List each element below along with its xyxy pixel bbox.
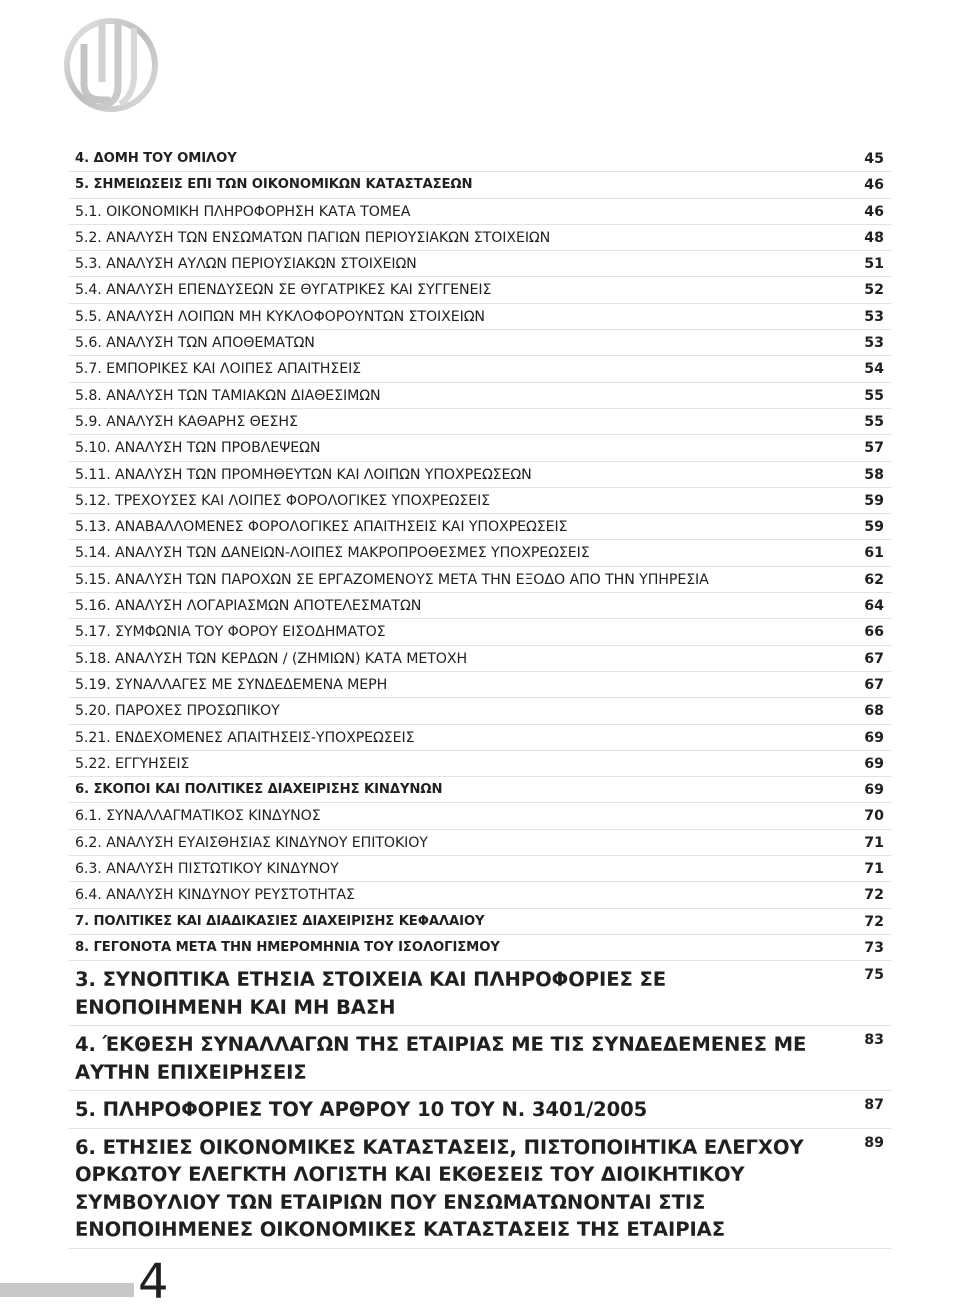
toc-entry-page: 66 xyxy=(864,624,884,641)
toc-major-entry[interactable] xyxy=(68,1026,892,1091)
toc-entry[interactable] xyxy=(68,909,892,935)
footer-bar xyxy=(0,1283,134,1297)
toc-entry-page: 48 xyxy=(864,229,884,246)
toc-major-entry[interactable] xyxy=(68,1091,892,1129)
toc-entry-title: 7. ΠΟΛΙΤΙΚΕΣ ΚΑΙ ΔΙΑΔΙΚΑΣΙΕΣ ΔΙΑΧΕΙΡΙΣΗΣ ΚΕΦΑΛΑΙΟΥ xyxy=(75,913,485,929)
toc-entry[interactable] xyxy=(68,199,892,225)
toc-entry[interactable] xyxy=(68,882,892,908)
toc-major-entry[interactable] xyxy=(68,961,892,1026)
toc-entry-title: 5.19. ΣΥΝΑΛΛΑΓΕΣ ΜΕ ΣΥΝΔΕΔΕΜΕΝΑ ΜΕΡΗ xyxy=(75,676,388,693)
toc-entry[interactable] xyxy=(68,356,892,382)
toc-entry[interactable] xyxy=(68,593,892,619)
toc-entry[interactable] xyxy=(68,514,892,540)
toc-entry-page: 72 xyxy=(864,887,884,904)
toc-major-entry-title: 6. ΕΤΗΣΙΕΣ ΟΙΚΟΝΟΜΙΚΕΣ ΚΑΤΑΣΤΑΣΕΙΣ, ΠΙΣΤΟΠΟΙΗΤΙΚΑ ΕΛΕΓΧΟΥ ΟΡΚΩΤΟΥ ΕΛΕΓΚΤΗ ΛΟΓΙΣΤΗ ΚΑΙ ΕΚΘΕΣΕΙΣ ΤΟΥ ΔΙΟΙΚΗΤΙΚΟΥ ΣΥΜΒΟΥΛΙΟΥ ΤΩΝ ΕΤΑΙΡΙΩΝ ΠΟΥ ΕΝΣΩΜΑΤΩΝΟΝΤΑΙ ΣΤΙΣ ΕΝΟΠΟΙΗΜΕΝΕΣ ΟΙΚΟΝΟΜΙΚΕΣ ΚΑΤΑΣΤΑΣΕΙΣ ΤΗΣ ΕΤΑΙΡΙΑΣ xyxy=(75,1135,804,1242)
toc-entry-title: 6.1. ΣΥΝΑΛΛΑΓΜΑΤΙΚΟΣ ΚΙΝΔΥΝΟΣ xyxy=(75,808,321,825)
toc-entry-page: 53 xyxy=(864,335,884,352)
toc-major-entry-title: 3. ΣΥΝΟΠΤΙΚΑ ΕΤΗΣΙΑ ΣΤΟΙΧΕΙΑ ΚΑΙ ΠΛΗΡΟΦΟΡΙΕΣ ΣΕ ΕΝΟΠΟΙΗΜΕΝΗ ΚΑΙ ΜΗ ΒΑΣΗ xyxy=(75,968,667,1019)
company-logo-icon xyxy=(62,14,160,114)
toc-major-entry-page: 83 xyxy=(864,1032,884,1049)
toc-entry[interactable] xyxy=(68,856,892,882)
toc-entry-page: 51 xyxy=(864,256,884,273)
toc-entry[interactable] xyxy=(68,777,892,803)
toc-entry-page: 46 xyxy=(864,203,884,220)
toc-entry-page: 52 xyxy=(864,282,884,299)
toc-entry-title: 6.4. ΑΝΑΛΥΣΗ ΚΙΝΔΥΝΟΥ ΡΕΥΣΤΟΤΗΤΑΣ xyxy=(75,887,355,904)
toc-entry-title: 5.3. ΑΝΑΛΥΣΗ ΑΥΛΩΝ ΠΕΡΙΟΥΣΙΑΚΩΝ ΣΤΟΙΧΕΙΩΝ xyxy=(75,256,417,273)
toc-entry[interactable] xyxy=(68,330,892,356)
toc-entry-title: 5.4. ΑΝΑΛΥΣΗ ΕΠΕΝΔΥΣΕΩΝ ΣΕ ΘΥΓΑΤΡΙΚΕΣ ΚΑΙ ΣΥΓΓΕΝΕΙΣ xyxy=(75,282,492,299)
toc-entry[interactable] xyxy=(68,830,892,856)
toc-entry-title: 5.11. ΑΝΑΛΥΣΗ ΤΩΝ ΠΡΟΜΗΘΕΥΤΩΝ ΚΑΙ ΛΟΙΠΩΝ ΥΠΟΧΡΕΩΣΕΩΝ xyxy=(75,466,532,483)
toc-entry-page: 46 xyxy=(864,177,884,194)
toc-entry-title: 5.2. ΑΝΑΛΥΣΗ ΤΩΝ ΕΝΣΩΜΑΤΩΝ ΠΑΓΙΩΝ ΠΕΡΙΟΥΣΙΑΚΩΝ ΣΤΟΙΧΕΙΩΝ xyxy=(75,229,551,246)
toc-entry-page: 55 xyxy=(864,413,884,430)
toc-major-entry-page: 75 xyxy=(864,967,884,984)
toc-entry[interactable] xyxy=(68,540,892,566)
toc-entry-title: 5.1. ΟΙΚΟΝΟΜΙΚΗ ΠΛΗΡΟΦΟΡΗΣΗ ΚΑΤΑ ΤΟΜΕΑ xyxy=(75,203,411,220)
toc-major-entry-page: 89 xyxy=(864,1134,884,1151)
toc-entry-title: 5.17. ΣΥΜΦΩΝΙΑ ΤΟΥ ΦΟΡΟΥ ΕΙΣΟΔΗΜΑΤΟΣ xyxy=(75,624,386,641)
toc-entry-page: 53 xyxy=(864,308,884,325)
toc-entry[interactable] xyxy=(68,672,892,698)
toc-entry[interactable] xyxy=(68,172,892,198)
toc-entry[interactable] xyxy=(68,935,892,961)
toc-entry-page: 69 xyxy=(864,729,884,746)
toc-entry[interactable] xyxy=(68,277,892,303)
toc-entry-page: 69 xyxy=(864,755,884,772)
toc-entry[interactable] xyxy=(68,146,892,172)
toc-entry-page: 45 xyxy=(864,151,884,167)
toc-entry-title: 6.3. ΑΝΑΛΥΣΗ ΠΙΣΤΩΤΙΚΟΥ ΚΙΝΔΥΝΟΥ xyxy=(75,861,339,878)
toc-entry[interactable] xyxy=(68,646,892,672)
toc-entry-title: 5. ΣΗΜΕΙΩΣΕΙΣ ΕΠΙ ΤΩΝ ΟΙΚΟΝΟΜΙΚΩΝ ΚΑΤΑΣΤΑΣΕΩΝ xyxy=(75,177,473,193)
toc-entry[interactable] xyxy=(68,225,892,251)
toc-entry-page: 61 xyxy=(864,545,884,562)
toc-entry[interactable] xyxy=(68,619,892,645)
toc-entry[interactable] xyxy=(68,435,892,461)
toc-entry-title: 8. ΓΕΓΟΝΟΤΑ ΜΕΤΑ ΤΗΝ ΗΜΕΡΟΜΗΝΙΑ ΤΟΥ ΙΣΟΛΟΓΙΣΜΟΥ xyxy=(75,939,500,955)
toc-entry-page: 69 xyxy=(864,782,884,799)
toc-major-entry-page: 87 xyxy=(864,1097,884,1114)
toc-entry-page: 71 xyxy=(864,861,884,878)
toc-entry-title: 5.9. ΑΝΑΛΥΣΗ ΚΑΘΑΡΗΣ ΘΕΣΗΣ xyxy=(75,413,298,430)
toc-entry-page: 55 xyxy=(864,387,884,404)
toc-entry[interactable] xyxy=(68,462,892,488)
toc-entry-page: 70 xyxy=(864,808,884,825)
toc-entry-page: 59 xyxy=(864,519,884,536)
toc-entry-title: 5.6. ΑΝΑΛΥΣΗ ΤΩΝ ΑΠΟΘΕΜΑΤΩΝ xyxy=(75,335,315,352)
toc-entry[interactable] xyxy=(68,751,892,777)
toc-entry-title: 5.5. ΑΝΑΛΥΣΗ ΛΟΙΠΩΝ ΜΗ ΚΥΚΛΟΦΟΡΟΥΝΤΩΝ ΣΤΟΙΧΕΙΩΝ xyxy=(75,308,485,325)
toc-entry-page: 73 xyxy=(864,939,884,956)
toc-entry-page: 58 xyxy=(864,466,884,483)
toc-entry-title: 5.14. ΑΝΑΛΥΣΗ ΤΩΝ ΔΑΝΕΙΩΝ-ΛΟΙΠΕΣ ΜΑΚΡΟΠΡΟΘΕΣΜΕΣ ΥΠΟΧΡΕΩΣΕΙΣ xyxy=(75,545,590,562)
toc-entry[interactable] xyxy=(68,567,892,593)
toc-entry[interactable] xyxy=(68,409,892,435)
toc-entry[interactable] xyxy=(68,698,892,724)
toc-entry[interactable] xyxy=(68,251,892,277)
toc-entry-page: 57 xyxy=(864,440,884,457)
toc-entry-page: 68 xyxy=(864,703,884,720)
toc-entry-title: 5.12. ΤΡΕΧΟΥΣΕΣ ΚΑΙ ΛΟΙΠΕΣ ΦΟΡΟΛΟΓΙΚΕΣ ΥΠΟΧΡΕΩΣΕΙΣ xyxy=(75,492,491,509)
toc-major-entry[interactable] xyxy=(68,1129,892,1249)
toc-entry-title: 5.15. ΑΝΑΛΥΣΗ ΤΩΝ ΠΑΡΟΧΩΝ ΣΕ ΕΡΓΑΖΟΜΕΝΟΥΣ ΜΕΤΑ ΤΗΝ ΕΞΟΔΟ ΑΠΟ ΤΗΝ ΥΠΗΡΕΣΙΑ xyxy=(75,571,709,588)
toc-entry-page: 64 xyxy=(864,598,884,615)
toc-entry[interactable] xyxy=(68,725,892,751)
toc-entry-title: 5.7. ΕΜΠΟΡΙΚΕΣ ΚΑΙ ΛΟΙΠΕΣ ΑΠΑΙΤΗΣΕΙΣ xyxy=(75,361,362,378)
toc-major-entry-title: 4. ΈΚΘΕΣΗ ΣΥΝΑΛΛΑΓΩΝ ΤΗΣ ΕΤΑΙΡΙΑΣ ΜΕ ΤΙΣ ΣΥΝΔΕΔΕΜΕΝΕΣ ΜΕ ΑΥΤΗΝ ΕΠΙΧΕΙΡΗΣΕΙΣ xyxy=(75,1033,807,1084)
toc-entry-page: 59 xyxy=(864,492,884,509)
toc-entry-title: 6.2. ΑΝΑΛΥΣΗ ΕΥΑΙΣΘΗΣΙΑΣ ΚΙΝΔΥΝΟΥ ΕΠΙΤΟΚΙΟΥ xyxy=(75,834,428,851)
toc-entry-title: 5.22. ΕΓΓΥΗΣΕΙΣ xyxy=(75,755,190,772)
toc-entry-title: 5.10. ΑΝΑΛΥΣΗ ΤΩΝ ΠΡΟΒΛΕΨΕΩΝ xyxy=(75,440,321,457)
toc-major-entry-title: 5. ΠΛΗΡΟΦΟΡΙΕΣ ΤΟΥ ΑΡΘΡΟΥ 10 ΤΟΥ Ν. 3401/2005 xyxy=(75,1098,648,1122)
toc-entry-title: 5.8. ΑΝΑΛΥΣΗ ΤΩΝ ΤΑΜΙΑΚΩΝ ΔΙΑΘΕΣΙΜΩΝ xyxy=(75,387,381,404)
toc-entry-page: 67 xyxy=(864,676,884,693)
toc-entry-page: 67 xyxy=(864,650,884,667)
toc-entry-title: 6. ΣΚΟΠΟΙ ΚΑΙ ΠΟΛΙΤΙΚΕΣ ΔΙΑΧΕΙΡΙΣΗΣ ΚΙΝΔΥΝΩΝ xyxy=(75,782,443,798)
toc-entry[interactable] xyxy=(68,304,892,330)
toc-entry[interactable] xyxy=(68,488,892,514)
toc-entry-title: 5.21. ΕΝΔΕΧΟΜΕΝΕΣ ΑΠΑΙΤΗΣΕΙΣ-ΥΠΟΧΡΕΩΣΕΙΣ xyxy=(75,729,415,746)
toc-entry-title: 4. ΔΟΜΗ ΤΟΥ ΟΜΙΛΟΥ xyxy=(75,151,237,166)
toc-entry-page: 71 xyxy=(864,834,884,851)
toc-entry[interactable] xyxy=(68,803,892,829)
toc-entry-page: 54 xyxy=(864,361,884,378)
page-number: 4 xyxy=(138,1254,169,1310)
toc-entry-title: 5.16. ΑΝΑΛΥΣΗ ΛΟΓΑΡΙΑΣΜΩΝ ΑΠΟΤΕΛΕΣΜΑΤΩΝ xyxy=(75,598,422,615)
toc-entry-title: 5.18. ΑΝΑΛΥΣΗ ΤΩΝ ΚΕΡΔΩΝ / (ΖΗΜΙΩΝ) ΚΑΤΑ ΜΕΤΟΧΗ xyxy=(75,650,468,667)
toc-entry-title: 5.20. ΠΑΡΟΧΕΣ ΠΡΟΣΩΠΙΚΟΥ xyxy=(75,703,280,720)
toc-entry-title: 5.13. ΑΝΑΒΑΛΛΟΜΕΝΕΣ ΦΟΡΟΛΟΓΙΚΕΣ ΑΠΑΙΤΗΣΕΙΣ ΚΑΙ ΥΠΟΧΡΕΩΣΕΙΣ xyxy=(75,519,568,536)
toc-entry[interactable] xyxy=(68,383,892,409)
toc-entry-page: 62 xyxy=(864,571,884,588)
table-of-contents xyxy=(68,146,892,1249)
toc-entry-page: 72 xyxy=(864,913,884,930)
